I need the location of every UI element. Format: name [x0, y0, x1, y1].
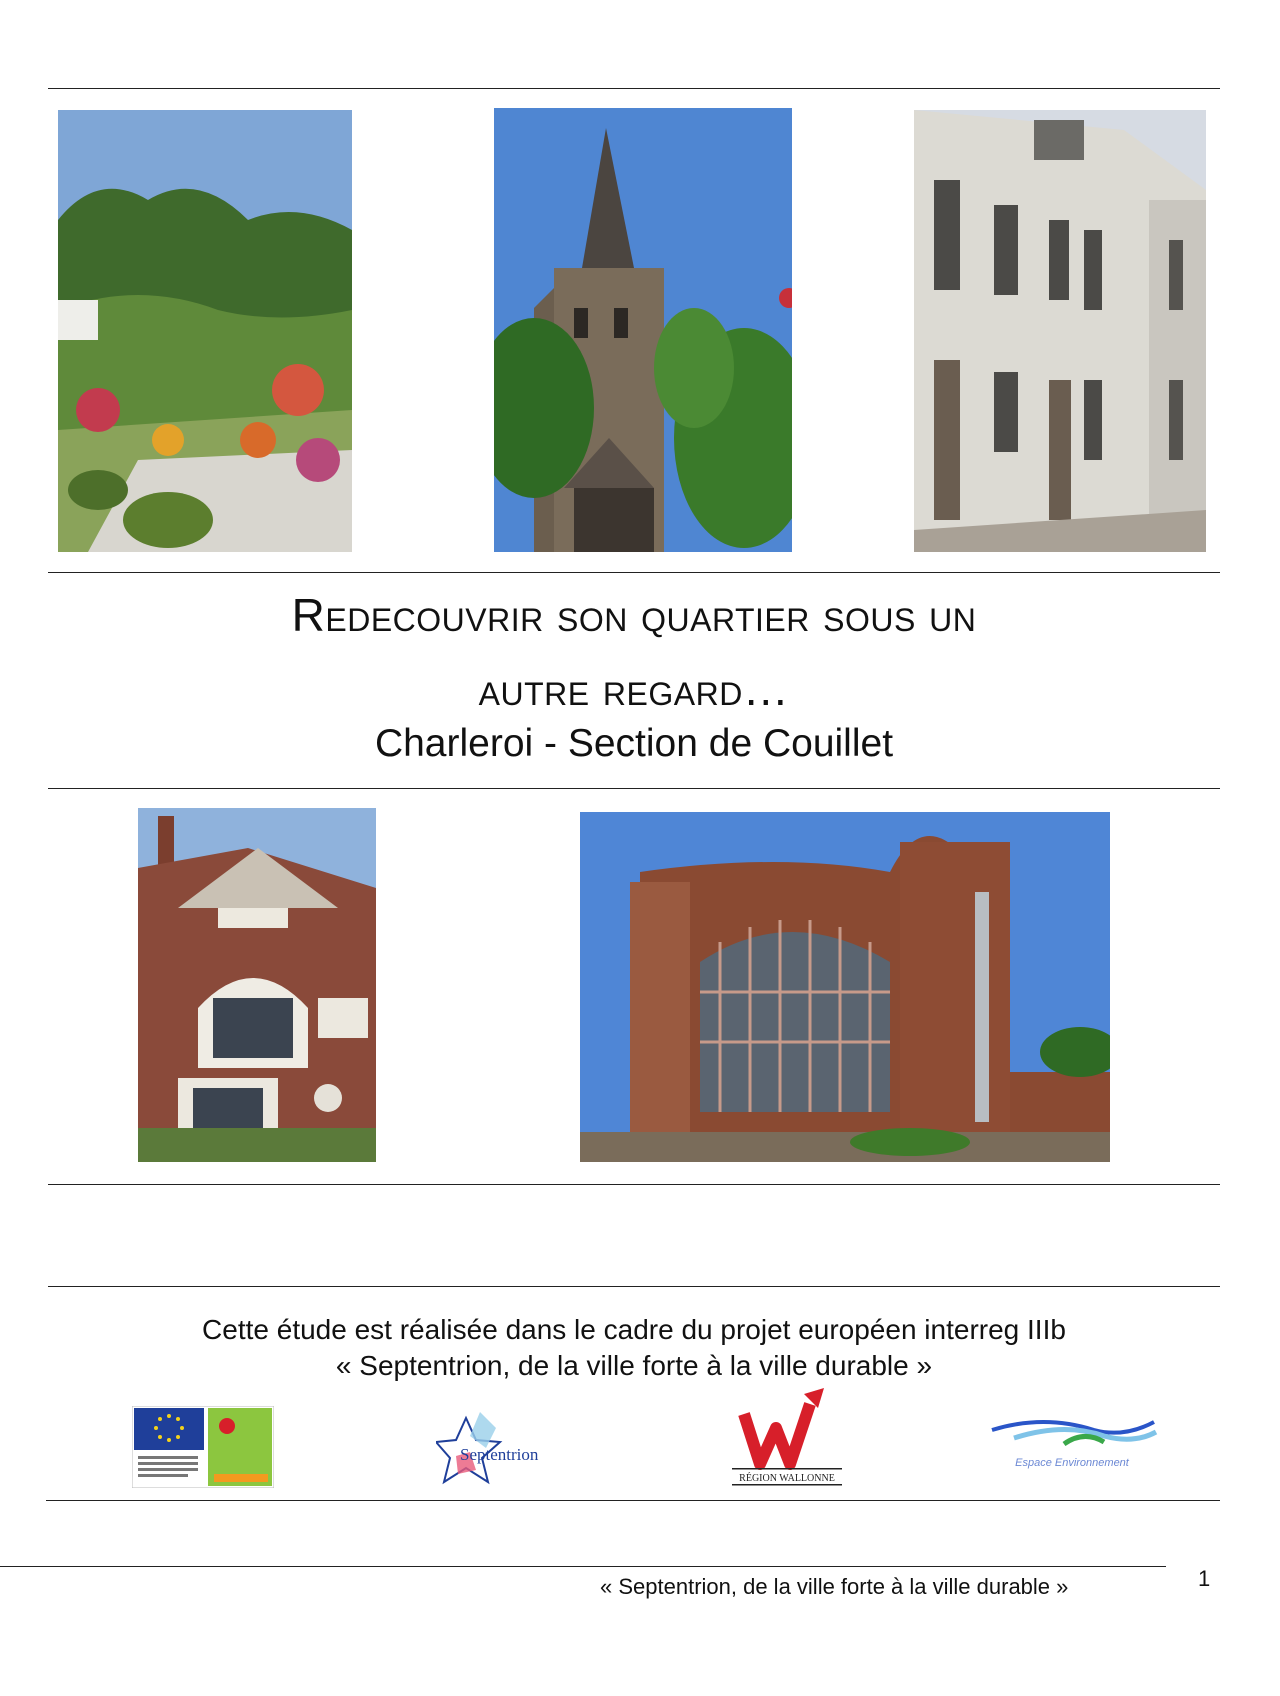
top-rule [48, 88, 1220, 89]
photo-brick-house [138, 808, 376, 1162]
septentrion-logo-text: Septentrion [460, 1445, 539, 1464]
espace-logo-text: Espace Environnement [1015, 1457, 1129, 1469]
title-line-1: Redecouvrir son quartier sous un [291, 589, 977, 641]
title-block [48, 578, 1220, 768]
espace-environnement-logo [984, 1408, 1160, 1478]
footer-text: « Septentrion, de la ville forte à la ville durable » [600, 1574, 1069, 1599]
footer-rule [0, 1566, 1166, 1567]
rule-under-logos [46, 1500, 1220, 1501]
photo-houses [914, 110, 1206, 552]
page-number: 1 [1198, 1566, 1211, 1591]
study-statement [48, 1312, 1220, 1384]
rule-under-title [48, 788, 1220, 789]
rule-above-study [48, 1286, 1220, 1287]
rule-under-photos [48, 572, 1220, 573]
septentrion-logo [436, 1408, 578, 1488]
photo-church [494, 108, 792, 552]
photo-modern-building [580, 812, 1110, 1162]
wallonie-w-icon [744, 1404, 810, 1464]
photo-garden [58, 110, 352, 552]
wallonie-logo-text: RÉGION WALLONNE [739, 1473, 835, 1484]
rule-under-lower-photos [48, 1184, 1220, 1185]
study-line-1: Cette étude est réalisée dans le cadre du projet européen interreg IIIb [202, 1314, 1066, 1345]
eu-interreg-logo [132, 1406, 274, 1488]
title-line-2: autre regard… [478, 663, 790, 715]
study-line-2: « Septentrion, de la ville forte à la ville durable » [335, 1350, 933, 1381]
region-wallonne-logo [732, 1384, 842, 1488]
subtitle: Charleroi - Section de Couillet [374, 722, 894, 765]
